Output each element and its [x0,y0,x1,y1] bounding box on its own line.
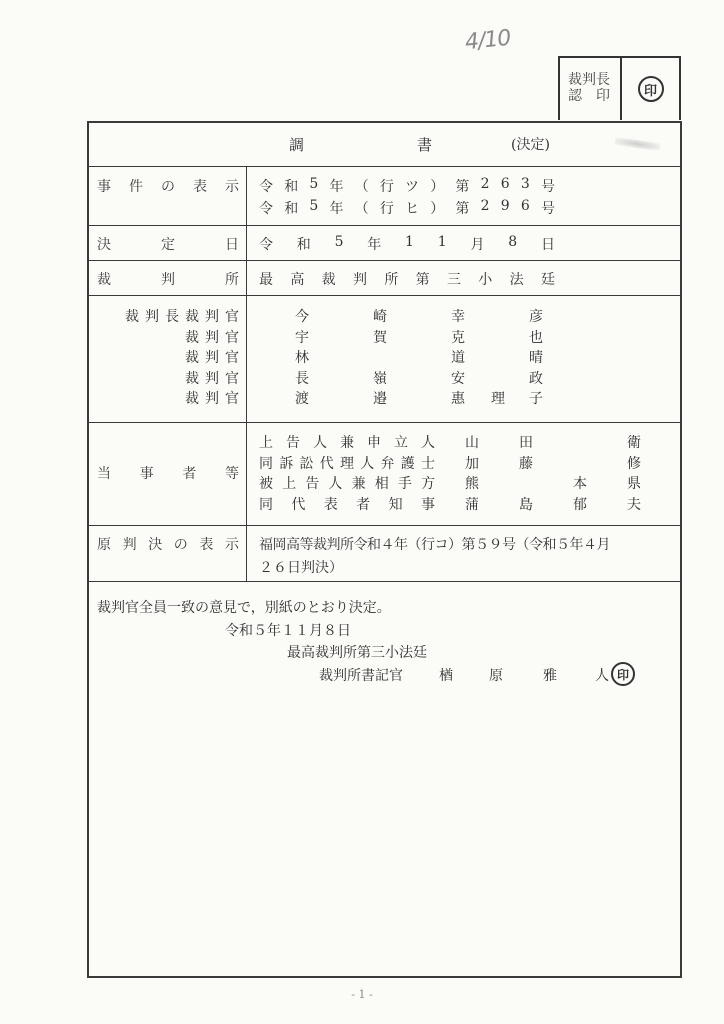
case-number-1 [259,176,555,196]
char: 5 [309,176,319,192]
char: 所 [384,272,399,288]
char: 裁 [321,272,336,288]
court-label [97,269,239,289]
char: 本 [573,476,587,492]
original-judgment-line2: ２６日判決） [259,560,343,576]
label-char: 件 [129,179,143,195]
char: 1 [405,234,414,250]
char: 邉 [373,391,387,407]
char: 崎 [373,309,387,325]
char: 長 [295,370,309,387]
char: 5 [334,234,344,250]
char: 2 [480,198,490,214]
court-row [89,261,680,296]
char: 3 [520,176,530,192]
label-char: 当 [97,466,111,482]
char: 三 [446,272,461,288]
label-char: 原 [97,537,111,553]
char: ツ [405,179,420,195]
char: 政 [529,370,543,387]
title-char-2: 書 [417,136,433,154]
party-entry [259,473,659,494]
handwritten-note: 4/10 [463,25,512,56]
char: 8 [508,234,518,250]
char: 今 [295,309,309,325]
char: 5 [309,198,319,214]
judge-titles [97,306,245,409]
court-value [259,269,555,289]
decision-date-label [97,234,239,254]
judge-title: 裁判官 [185,329,245,346]
decision-statement: 裁判官全員一致の意見で，別紙のとおり決定。 [97,600,391,616]
case-number-2 [259,198,555,218]
char: 晴 [529,350,543,366]
judge-name [259,368,659,389]
label-char: の [161,179,175,195]
label-char: 決 [148,537,163,553]
char: 第 [455,179,470,195]
document-title-row [89,123,680,167]
char: 楢 [439,668,453,684]
char: 林 [295,350,309,366]
char: 判 [352,272,367,288]
seal-icon: 印 [638,76,664,102]
party-entry [259,453,659,474]
label-char: 表 [193,179,207,195]
char: 年 [367,237,382,253]
char: 2 [480,176,490,192]
label-char: 判 [161,272,175,288]
char: 令 [259,201,273,217]
char: 県 [627,476,641,492]
page-number: - 1 - [351,988,373,1001]
char: 廷 [540,272,555,288]
decision-date-value [259,234,555,254]
char: 最 [259,272,273,288]
char: 原 [489,668,503,684]
char: 子 [529,391,543,407]
label-char: 所 [225,272,239,288]
char: 号 [540,179,555,195]
char: 日 [540,237,555,253]
stamp-label-line1: 裁判長 [568,72,610,88]
char: 年 [329,201,344,217]
char: 惠 [451,391,465,407]
decision-date-row [89,226,680,261]
party-role: 上 告 人 兼 申 立 人 [259,435,435,451]
char: 令 [259,179,273,195]
char: 法 [509,272,524,288]
char: 第 [455,201,470,217]
char: 理 [491,391,505,407]
label-char: 日 [225,237,239,253]
char: 島 [519,496,533,513]
char: 人 [595,668,609,684]
char: （ [354,179,369,195]
char: 也 [529,329,543,346]
judges-row [89,296,680,423]
char: 田 [519,435,533,451]
label-char: 示 [224,537,239,553]
char: 雅 [543,668,557,684]
label-char: 表 [199,537,214,553]
char: 高 [290,272,305,288]
char: 藤 [519,455,533,472]
char: 月 [470,237,485,253]
label-char: 示 [225,179,239,195]
case-row [89,166,680,226]
judge-title: 裁判長裁判官 [125,309,245,325]
party-role: 同 訴 訟 代 理 人 弁 護 士 [259,455,435,472]
party-role: 被 上 告 人 兼 相 手 方 [259,476,435,492]
char: 1 [437,234,447,250]
clerk-title: 裁判所書記官 [319,668,403,684]
clerk-signature [319,665,649,685]
parties-row [89,423,680,526]
party-list [259,432,659,514]
char: ヒ [405,201,420,217]
char: 幸 [451,309,465,325]
judge-names [259,306,659,409]
char: 宇 [295,329,309,346]
label-char: 事 [97,179,111,195]
char: 行 [379,179,394,195]
char: 年 [329,179,344,195]
party-role: 同 代 表 者 知 事 [259,496,435,513]
char: 令 [259,237,273,253]
char: （ [354,201,369,217]
label-char: 裁 [97,272,111,288]
char: 号 [540,201,555,217]
char: 第 [415,272,430,288]
title-qualifier: (決定) [511,137,550,153]
label-char: 等 [224,466,239,482]
approval-stamp-box [558,56,681,120]
char: 夫 [627,496,641,513]
char: 安 [451,370,465,387]
label-char: 判 [122,537,137,553]
char: 蒲 [465,496,479,513]
char: 道 [451,350,465,366]
char: 加 [465,455,479,472]
char: 修 [627,455,641,472]
judge-name [259,388,659,409]
label-char: 事 [139,466,154,482]
original-judgment-label [97,534,239,554]
label-char: 定 [161,237,175,253]
clerk-seal-icon: 印 [611,662,635,686]
case-label [97,176,239,196]
party-entry [259,432,659,453]
original-judgment-line1: 福岡高等裁判所令和４年（行コ）第５９号（令和５年４月 [259,537,610,553]
char: 6 [500,176,510,192]
char: 郁 [573,496,587,513]
label-char: の [173,537,188,553]
label-char: 者 [182,466,197,482]
char: 和 [284,179,299,195]
char: 6 [520,198,530,214]
char: 和 [284,201,299,217]
judge-title: 裁判官 [185,350,245,366]
char: 嶺 [373,370,387,387]
party-entry [259,494,659,515]
char: 渡 [295,391,309,407]
char: 衛 [627,435,641,451]
record-form [87,121,682,978]
label-char: 決 [97,237,111,253]
judge-name [259,347,659,368]
decision-date: 令和５年１１月８日 [225,623,351,639]
char: 行 [379,201,394,217]
char: 小 [478,272,493,288]
char: 9 [500,198,510,214]
original-judgment-row [89,526,680,582]
judge-name [259,327,659,348]
title-char-1: 調 [289,136,305,154]
judge-title: 裁判官 [185,391,245,407]
judge-name [259,306,659,327]
stamp-label-line2: 認 印 [568,88,610,104]
char: 賀 [373,329,387,346]
parties-label [97,463,239,483]
approval-stamp-label [560,58,622,120]
char: 熊 [465,476,479,492]
char: 克 [451,329,465,346]
char: 彦 [529,309,543,325]
char: 山 [465,435,479,451]
char: ） [430,201,445,217]
char: 和 [296,237,311,253]
stamp-seal-cell [622,58,679,120]
judge-title: 裁判官 [185,370,245,387]
char: ） [430,179,445,195]
decision-court: 最高裁判所第三小法廷 [287,645,427,661]
